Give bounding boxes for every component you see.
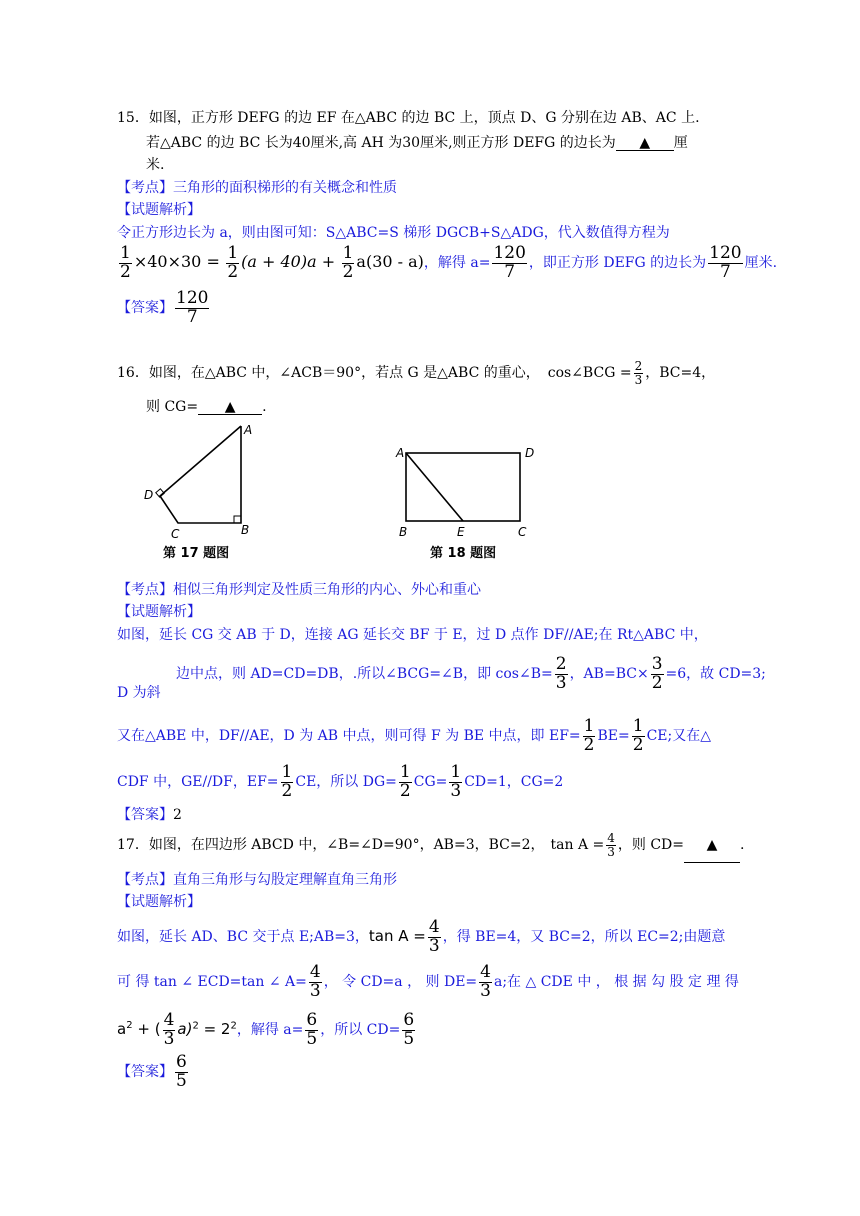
fig18-label-a: A <box>396 446 405 460</box>
fig18-label-d: D <box>525 446 535 460</box>
fig18-label-e: E <box>457 525 465 539</box>
fig18-label-b: B <box>399 525 408 539</box>
q16-line1: 16．如图，在△ABC 中，∠ACB＝90°，若点 G 是△ABC 的重心， cos∠BCG = $\frac{2}{3}$ ，BC=4， <box>117 358 716 387</box>
q17-solution-line3: $a^2$ + ( $\frac{4}{3}$ $a)^2 = 2^2$，解得 a= $\frac{6}{5}$ ，所以 CD= $\frac{6}{5}$ <box>117 1009 415 1049</box>
fig17-label-c: C <box>171 527 180 541</box>
q15-solution-line1: 令正方形边长为 a，则由图可知：S△ABC=S 梯形 DGCB+S△ADG，代入数值得方程为 <box>117 225 670 241</box>
q16-solution-line3: 又在△ABE 中，DF//AE，D 为 AB 中点，则可得 F 为 BE 中点，即 EF= $\frac{1}{2}$ BE= $\frac{1}{2}$ CE;又在△ <box>117 715 711 755</box>
q16-jiexi-tag: 【试题解析】 <box>117 604 201 620</box>
fig18-caption: 第 18 题图 <box>430 546 497 561</box>
fig17-label-a: A <box>244 423 253 437</box>
q17-line1: 17．如图，在四边形 ABCD 中，∠B=∠D=90°，AB=3，BC=2， tan A = $\frac{4}{3}$ ，则 CD= ▲ . <box>117 828 744 863</box>
q16-solution-line1: 如图，延长 CG 交 AB 于 D，连接 AG 延长交 BF 于 E，过 D 点作 DF//AE;在 Rt△ABC 中， <box>117 627 708 643</box>
q17-kaodian: 【考点】直角三角形与勾股定理解直角三角形 <box>117 872 397 888</box>
q15-line3: 米. <box>146 157 165 173</box>
q17-solution-line1: 如图，延长 AD、BC 交于点 E;AB=3，tan A = $\frac{4}{3}$ ，得 BE=4，又 BC=2，所以 EC=2;由题意 <box>117 916 726 956</box>
q16-solution-line2: 边中点，则 AD=CD=DB，.所以∠BCG=∠B，即 cos∠B= $\frac{2}{3}$ ，AB=BC× $\frac{3}{2}$ =6，故 CD=3; <box>176 653 766 693</box>
fig18-label-c: C <box>518 525 527 539</box>
fig17-label-d: D <box>144 488 154 502</box>
q16-line2: 则 CG= ▲ . <box>146 399 267 415</box>
q16-kaodian: 【考点】相似三角形判定及性质三角形的内心、外心和重心 <box>117 582 481 598</box>
answer-blank: ▲ <box>616 136 674 151</box>
q15-jiexi-tag: 【试题解析】 <box>117 202 201 218</box>
q17-jiexi-tag: 【试题解析】 <box>117 894 201 910</box>
fig17-caption: 第 17 题图 <box>163 546 230 561</box>
q15-solution-line2: $\frac{1}{2}$ ×40×30 = $\frac{1}{2}$ (a + 40)a + $\frac{1}{2}$ a(30 - a)，解得 a= $\frac{120}{7}$ ，即正方形 DEFG 的边长为 $\frac{120}{7}$ 厘米. <box>120 242 778 282</box>
figure-18 <box>398 445 528 527</box>
q16-solution-line4: CDF 中，GE//DF，EF= $\frac{1}{2}$ CE，所以 DG= $\frac{1}{2}$ CG= $\frac{1}{3}$ CD=1，CG=2 <box>117 761 564 801</box>
answer-blank: ▲ <box>684 828 740 863</box>
q16-answer: 【答案】2 <box>117 807 182 823</box>
q15-answer: 【答案】 $\frac{120}{7}$ <box>117 287 209 327</box>
answer-blank: ▲ <box>198 400 262 415</box>
q17-answer: 【答案】 $\frac{6}{5}$ <box>117 1051 187 1091</box>
q16-solution-left: D 为斜 <box>117 685 161 701</box>
q15-line1: 15．如图，正方形 DEFG 的边 EF 在△ABC 的边 BC 上，顶点 D、G 分别在边 AB、AC 上. <box>117 110 700 126</box>
q15-kaodian: 【考点】三角形的面积梯形的有关概念和性质 <box>117 180 397 196</box>
q15-line2: 若△ABC 的边 BC 长为40厘米,高 AH 为30厘米,则正方形 DEFG 的边长为 ▲ 厘 <box>146 135 688 151</box>
fig17-label-b: B <box>241 523 250 537</box>
q17-solution-line2: 可 得 tan ∠ ECD=tan ∠ A= $\frac{4}{3}$ ， 令 CD=a ， 则 DE= $\frac{4}{3}$ a;在 △ CDE 中 ， 根 据 勾 股 定 理 得 <box>117 961 739 1001</box>
